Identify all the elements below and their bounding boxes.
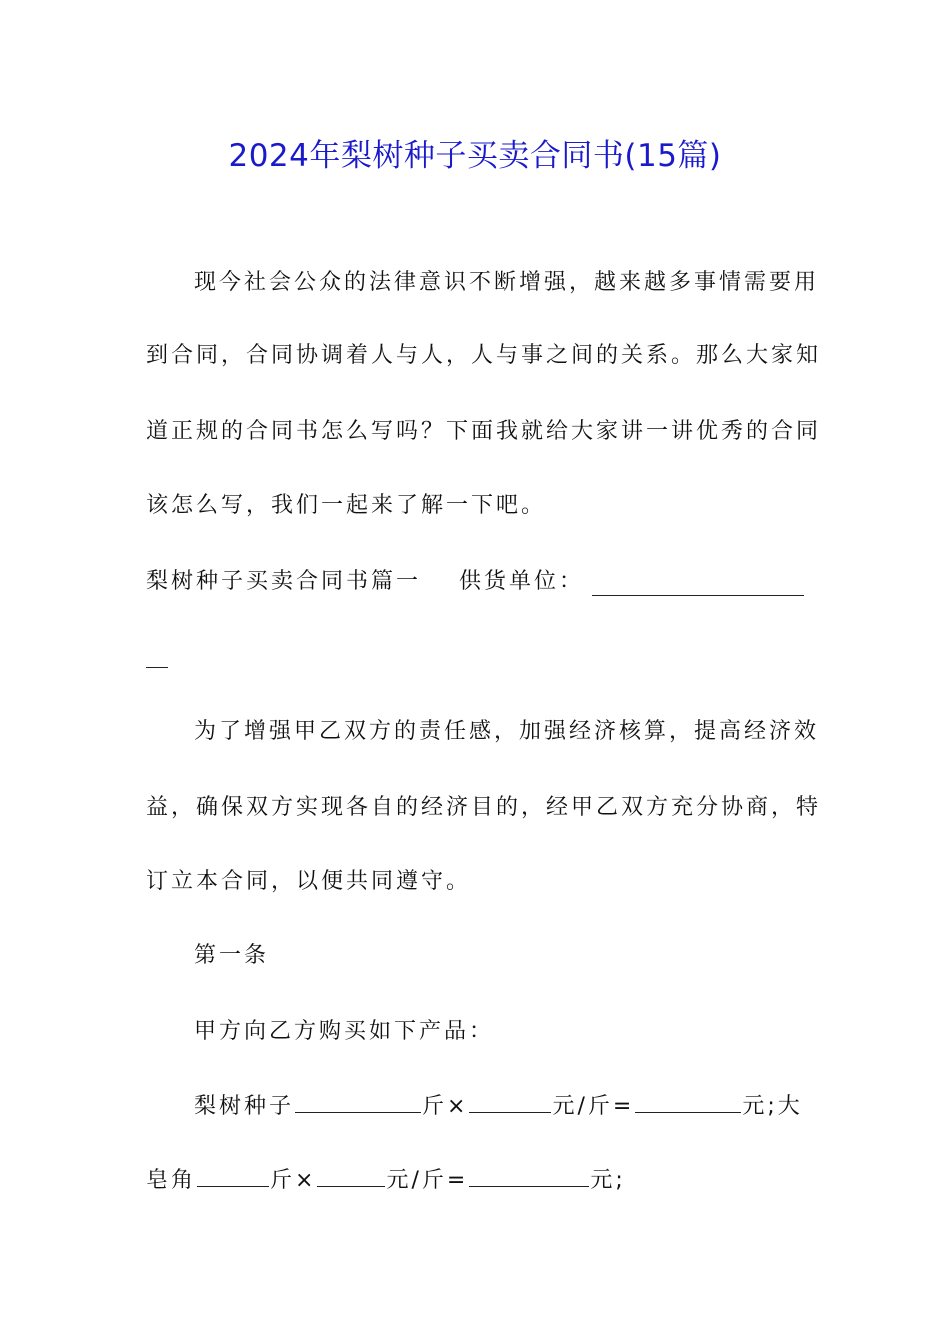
supplier-blank-continued bbox=[146, 667, 168, 668]
intro-line-4: 该怎么写，我们一起来了解一下吧。 bbox=[146, 493, 547, 518]
purchase-intro: 甲方向乙方购买如下产品： bbox=[194, 1019, 495, 1044]
intro-line-3: 道正规的合同书怎么写吗？下面我就给大家讲一讲优秀的合同 bbox=[146, 419, 822, 444]
total-blank bbox=[469, 1185, 589, 1187]
unit-yuan: 元; bbox=[590, 1168, 626, 1193]
quantity-blank bbox=[197, 1185, 269, 1187]
purpose-line-1: 为了增强甲乙双方的责任感，加强经济核算，提高经济效 bbox=[194, 719, 820, 744]
unit-jin-times: 斤× bbox=[422, 1094, 469, 1119]
article-1-heading: 第一条 bbox=[194, 943, 270, 968]
supplier-label: 供货单位： bbox=[459, 569, 585, 594]
item-line-gleditsia bbox=[146, 1170, 626, 1192]
unit-yuan-per-jin: 元/斤= bbox=[552, 1094, 635, 1119]
price-blank bbox=[469, 1111, 551, 1113]
supplier-blank bbox=[592, 595, 804, 596]
unit-yuan-per-jin: 元/斤= bbox=[386, 1168, 469, 1193]
unit-jin-times: 斤× bbox=[270, 1168, 317, 1193]
item-line-pear-seeds bbox=[194, 1096, 803, 1118]
quantity-blank bbox=[295, 1111, 421, 1113]
item-product-name: 皂角 bbox=[146, 1168, 197, 1193]
purpose-line-2: 益，确保双方实现各自的经济目的，经甲乙双方充分协商，特 bbox=[146, 795, 822, 820]
document-title: 2024年梨树种子买卖合同书(15篇) bbox=[228, 138, 722, 174]
section-heading: 梨树种子买卖合同书篇一 bbox=[146, 569, 422, 594]
intro-line-1: 现今社会公众的法律意识不断增强，越来越多事情需要用 bbox=[194, 270, 820, 295]
total-blank bbox=[635, 1111, 741, 1113]
purpose-line-3: 订立本合同，以便共同遵守。 bbox=[146, 869, 472, 894]
unit-yuan: 元;大 bbox=[742, 1094, 803, 1119]
item-product-name: 梨树种子 bbox=[194, 1094, 295, 1119]
price-blank bbox=[317, 1185, 385, 1187]
intro-line-2: 到合同，合同协调着人与人，人与事之间的关系。那么大家知 bbox=[146, 343, 822, 368]
